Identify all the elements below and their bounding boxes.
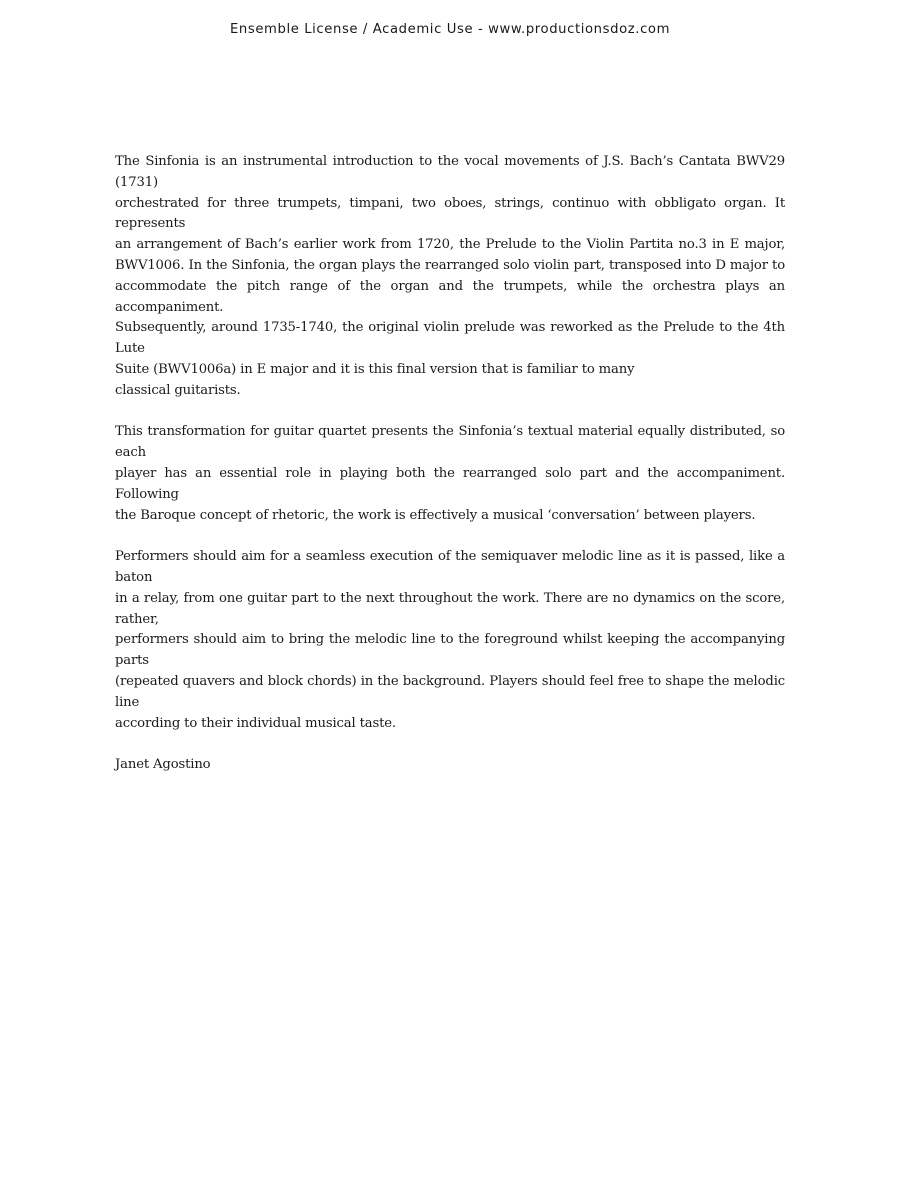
program-note: [115, 152, 785, 797]
text-line: performers should aim to bring the melodic line to the foreground whilst keeping the accompanying parts: [115, 632, 785, 669]
text-line: Suite (BWV1006a) in E major and it is this final version that is familiar to many: [115, 361, 635, 377]
text-line: BWV1006. In the Sinfonia, the organ plays the rearranged solo violin part, transposed into D major to: [115, 257, 785, 273]
text-line: accommodate the pitch range of the organ and the trumpets, while the orchestra plays an accompaniment.: [115, 278, 785, 315]
text-line: orchestrated for three trumpets, timpani, two oboes, strings, continuo with obbligato organ. It represents: [115, 195, 785, 232]
text-line: classical guitarists.: [115, 382, 241, 398]
text-line: in a relay, from one guitar part to the next throughout the work. There are no dynamics on the score, rather,: [115, 590, 785, 627]
text-line: an arrangement of Bach’s earlier work from 1720, the Prelude to the Violin Partita no.3 in E major,: [115, 237, 785, 253]
author-signature: Janet Agostino: [115, 757, 211, 773]
paragraph-transformation: [115, 422, 785, 526]
text-line: The Sinfonia is an instrumental introduction to the vocal movements of J.S. Bach’s Cantata BWV29 (1731): [115, 154, 785, 190]
paragraph-history: [115, 152, 785, 402]
text-line: Performers should aim for a seamless execution of the semiquaver melodic line as it is passed, like a baton: [115, 549, 785, 585]
text-line: (repeated quavers and block chords) in the background. Players should feel free to shape the melodic line: [115, 673, 785, 710]
text-line: This transformation for guitar quartet presents the Sinfonia’s textual material equally distributed, so each: [115, 424, 785, 461]
text-line: the Baroque concept of rhetoric, the work is effectively a musical ‘conversation’ between players.: [115, 507, 756, 523]
text-line: player has an essential role in playing both the rearranged solo part and the accompaniment. Following: [115, 465, 785, 502]
text-line: according to their individual musical taste.: [115, 715, 396, 731]
license-header: Ensemble License / Academic Use - www.productionsdoz.com: [229, 22, 671, 37]
paragraph-performance: [115, 547, 785, 734]
text-line: Subsequently, around 1735-1740, the original violin prelude was reworked as the Prelude to the 4th Lute: [115, 320, 785, 357]
